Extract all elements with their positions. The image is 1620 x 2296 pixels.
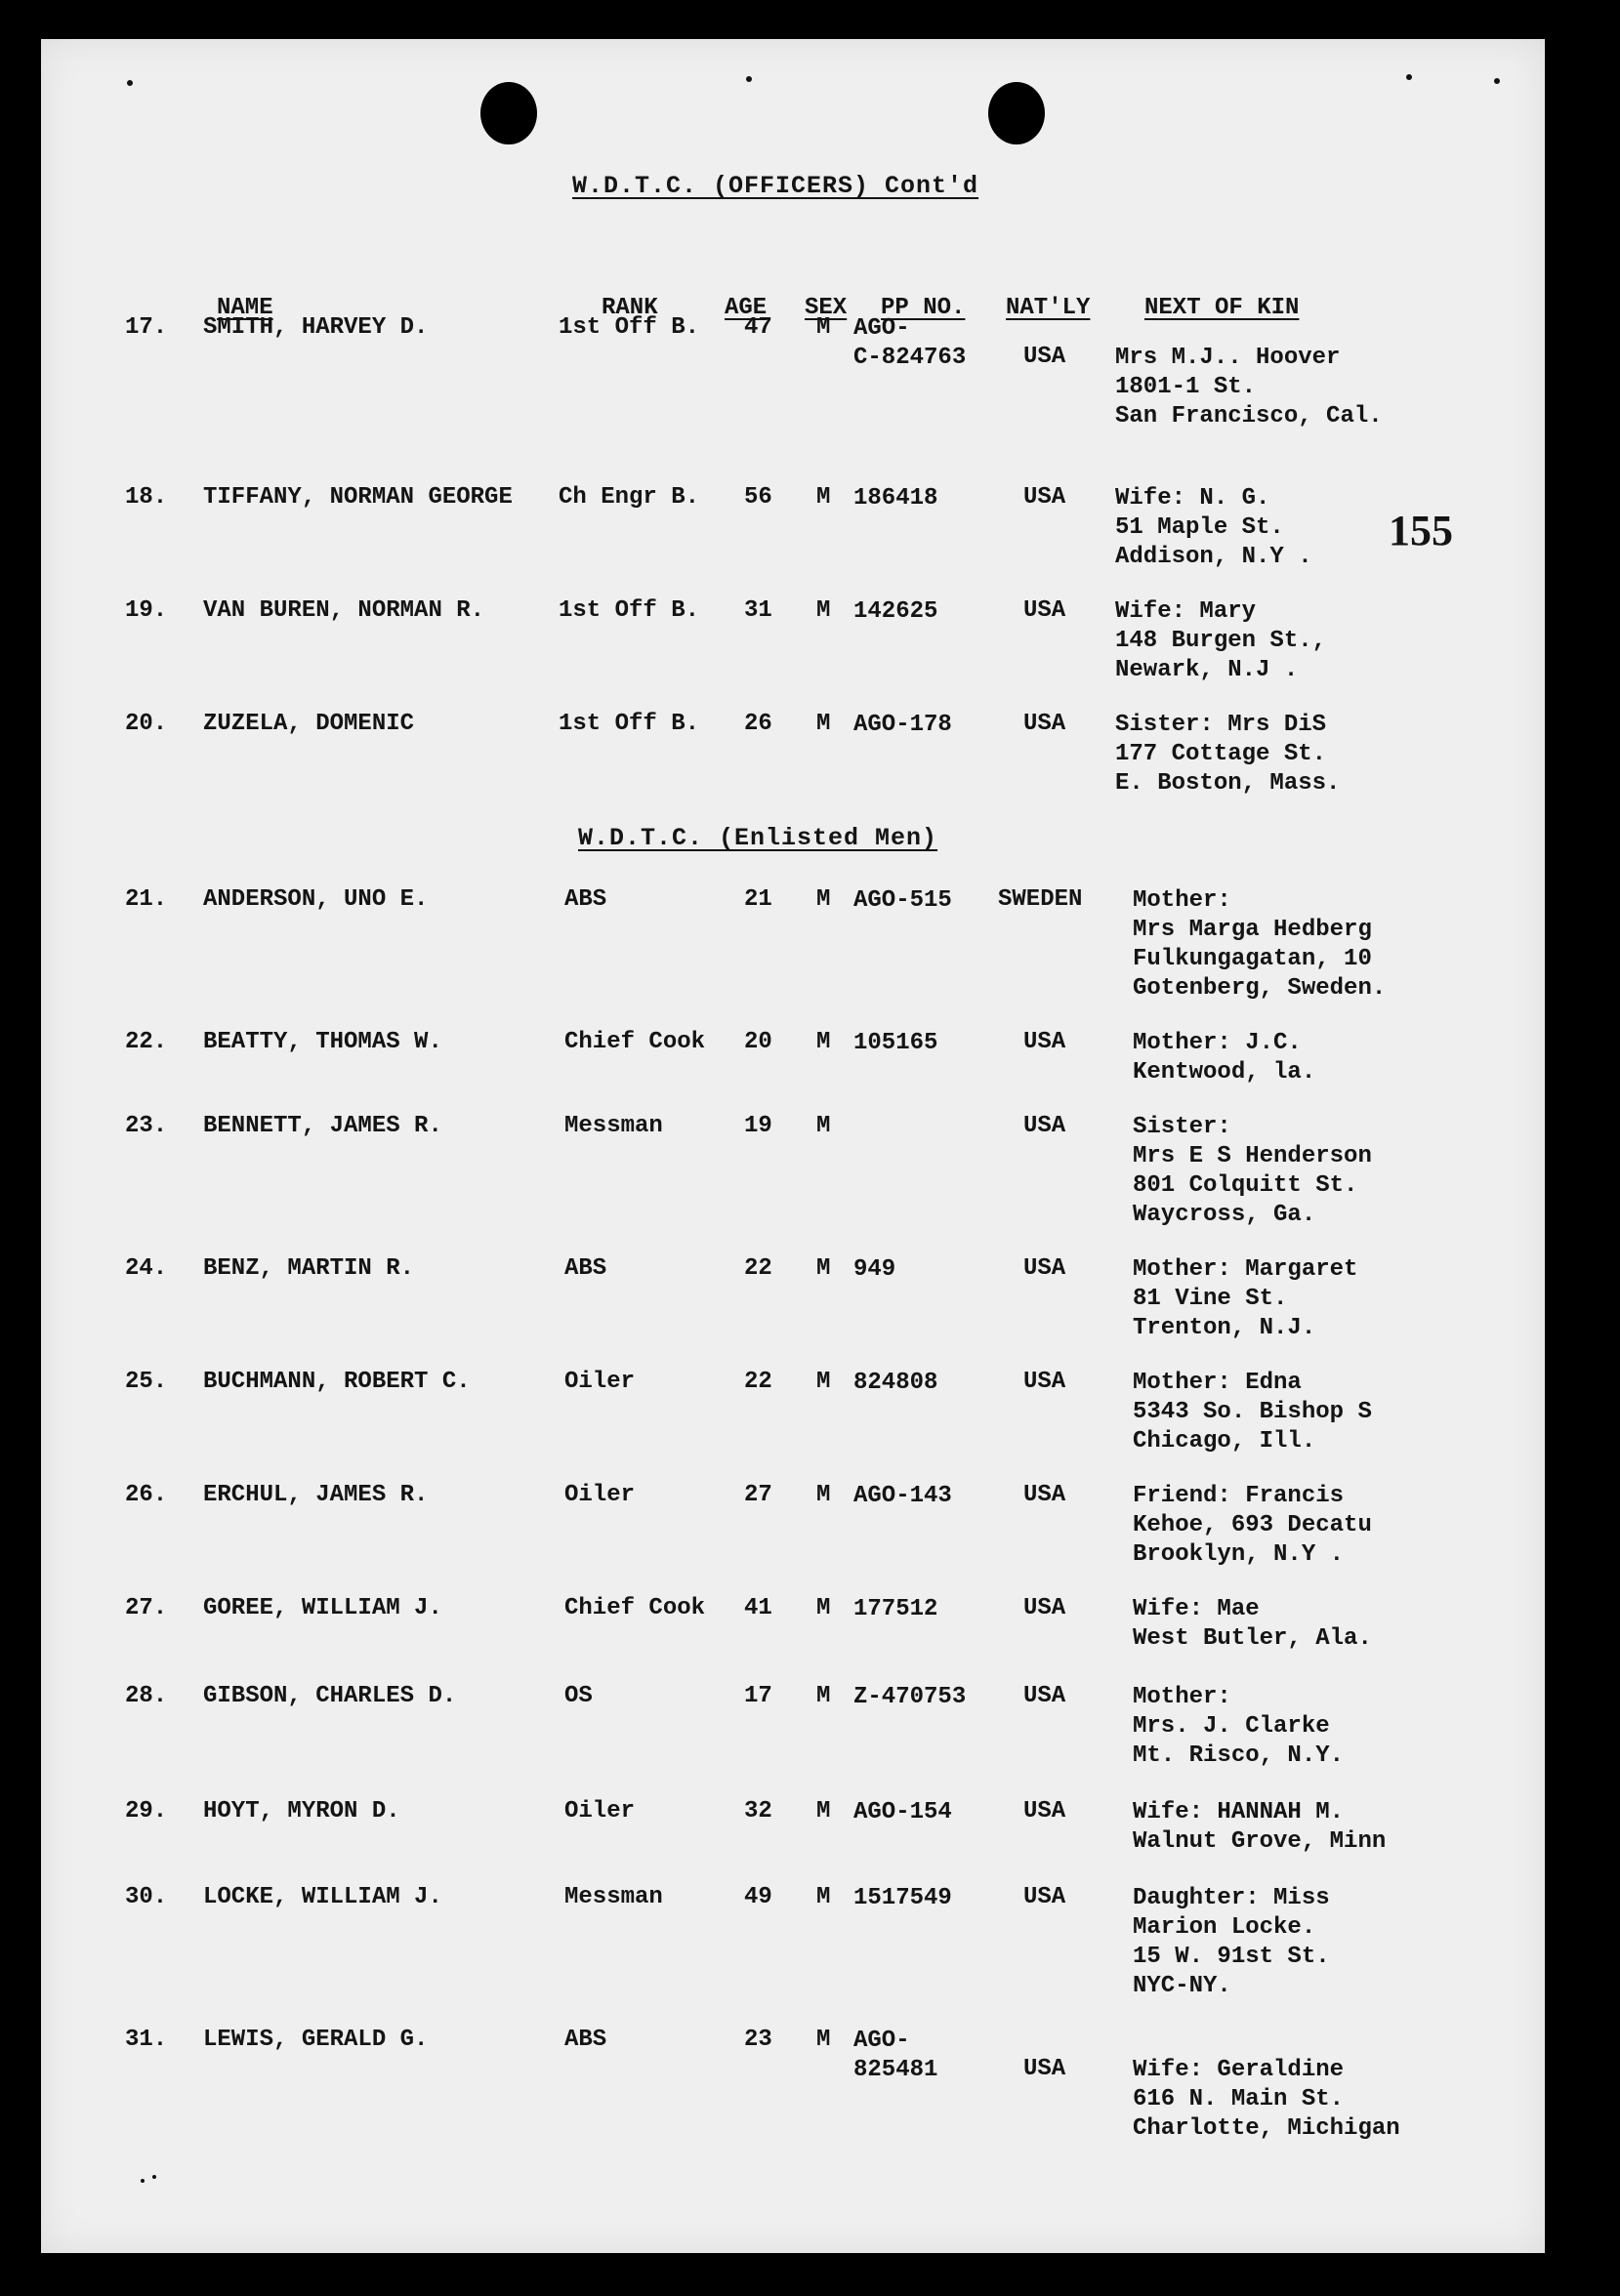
entry-rank: Chief Cook — [564, 1595, 706, 1621]
kin-line: Kehoe, 693 Decatu — [1133, 1512, 1372, 1538]
kin-line: Chicago, Ill. — [1133, 1428, 1316, 1455]
kin-line: West Butler, Ala. — [1133, 1625, 1372, 1652]
entry-next-of-kin — [1133, 1029, 1315, 1087]
entry-number: 22. — [125, 1029, 168, 1055]
entry-name: BEATTY, THOMAS W. — [203, 1029, 442, 1055]
kin-line: Wife: Mae — [1133, 1596, 1260, 1622]
entry-age: 17 — [744, 1683, 772, 1709]
entry-name: BENZ, MARTIN R. — [203, 1255, 415, 1282]
entry-pp-number — [853, 1255, 895, 1285]
entry-age: 32 — [744, 1798, 772, 1824]
pp-line: AGO-515 — [853, 887, 952, 914]
entry-nationality: USA — [1023, 1482, 1066, 1508]
kin-line: Mrs M.J.. Hoover — [1115, 345, 1341, 371]
kin-line: Trenton, N.J. — [1133, 1315, 1316, 1341]
kin-line: Wife: N. G. — [1115, 485, 1270, 512]
kin-line: 616 N. Main St. — [1133, 2086, 1345, 2112]
entry-nationality: USA — [1023, 1029, 1066, 1055]
entry-nationality: USA — [1023, 484, 1066, 511]
speck — [127, 80, 133, 86]
entry-next-of-kin — [1133, 1482, 1372, 1570]
entry-pp-number — [853, 886, 952, 916]
entry-number: 23. — [125, 1113, 168, 1139]
entry-number: 29. — [125, 1798, 168, 1824]
entry-pp-number — [853, 1798, 952, 1827]
entry-rank: Oiler — [564, 1798, 636, 1824]
entry-number: 25. — [125, 1369, 168, 1395]
kin-line: Mrs E S Henderson — [1133, 1143, 1372, 1169]
entry-nationality: USA — [1023, 597, 1066, 624]
entry-pp-number — [853, 1884, 952, 1913]
header-name: NAME — [217, 295, 273, 321]
entry-rank: Oiler — [564, 1482, 636, 1508]
entry-name: ANDERSON, UNO E. — [203, 886, 429, 913]
entry-sex: M — [816, 484, 831, 511]
entry-pp-number — [853, 2027, 937, 2085]
entry-name: BUCHMANN, ROBERT C. — [203, 1369, 471, 1395]
entry-next-of-kin — [1115, 597, 1326, 685]
entry-nationality: USA — [1023, 1595, 1066, 1621]
entry-rank: Messman — [564, 1884, 663, 1910]
speck — [152, 2175, 156, 2179]
entry-pp-number — [853, 711, 952, 740]
entry-sex: M — [816, 1369, 831, 1395]
pp-line: C-824763 — [853, 345, 967, 371]
entry-number: 17. — [125, 314, 168, 341]
entry-name: ZUZELA, DOMENIC — [203, 711, 415, 737]
entry-next-of-kin — [1133, 1113, 1372, 1230]
entry-rank: Ch Engr B. — [559, 484, 700, 511]
kin-line: Gotenberg, Sweden. — [1133, 975, 1387, 1002]
kin-line: Wife: Mary — [1115, 598, 1257, 625]
kin-line: Wife: Geraldine — [1133, 2057, 1345, 2083]
punch-hole-right — [988, 82, 1045, 144]
pp-line: 177512 — [853, 1596, 938, 1622]
entry-sex: M — [816, 1482, 831, 1508]
kin-line: Mother: Margaret — [1133, 1256, 1358, 1283]
speck — [746, 76, 752, 82]
entry-sex: M — [816, 1884, 831, 1910]
kin-line: Sister: — [1133, 1114, 1231, 1140]
entry-next-of-kin — [1133, 1255, 1357, 1343]
kin-line: 81 Vine St. — [1133, 1286, 1288, 1312]
entry-age: 19 — [744, 1113, 772, 1139]
kin-line: Friend: Francis — [1133, 1483, 1345, 1509]
header-pp-no: PP NO. — [881, 295, 966, 321]
entry-nationality: USA — [1023, 1884, 1066, 1910]
entry-nationality: SWEDEN — [998, 886, 1083, 913]
entry-sex: M — [816, 597, 831, 624]
entry-name: VAN BUREN, NORMAN R. — [203, 597, 485, 624]
kin-line: Newark, N.J . — [1115, 657, 1299, 683]
entry-number: 24. — [125, 1255, 168, 1282]
entry-number: 27. — [125, 1595, 168, 1621]
entry-name: LOCKE, WILLIAM J. — [203, 1884, 442, 1910]
officers-section-title: W.D.T.C. (OFFICERS) Cont'd — [572, 172, 979, 200]
entry-name: GIBSON, CHARLES D. — [203, 1683, 457, 1709]
entry-next-of-kin — [1115, 484, 1312, 572]
entry-rank: OS — [564, 1683, 593, 1709]
entry-name: SMITH, HARVEY D. — [203, 314, 429, 341]
entry-sex: M — [816, 2027, 831, 2053]
header-nationality: NAT'LY — [1006, 295, 1091, 321]
speck — [1494, 78, 1500, 84]
entry-rank: 1st Off B. — [559, 711, 700, 737]
entry-pp-number — [853, 1029, 937, 1058]
entry-age: 47 — [744, 314, 772, 341]
kin-line: Addison, N.Y . — [1115, 544, 1312, 570]
kin-line: 177 Cottage St. — [1115, 741, 1327, 767]
entry-pp-number — [853, 484, 937, 513]
entry-name: GOREE, WILLIAM J. — [203, 1595, 442, 1621]
entry-sex: M — [816, 1798, 831, 1824]
entry-age: 41 — [744, 1595, 772, 1621]
entry-next-of-kin — [1133, 1683, 1344, 1771]
entry-number: 19. — [125, 597, 168, 624]
kin-line: San Francisco, Cal. — [1115, 403, 1383, 430]
pp-line: 142625 — [853, 598, 938, 625]
entry-sex: M — [816, 314, 831, 341]
header-sex: SEX — [805, 295, 848, 321]
kin-line: 5343 So. Bishop S — [1133, 1399, 1372, 1425]
entry-pp-number — [853, 1683, 966, 1712]
entry-rank: Chief Cook — [564, 1029, 706, 1055]
entry-number: 30. — [125, 1884, 168, 1910]
entry-number: 18. — [125, 484, 168, 511]
entry-nationality: USA — [1023, 1683, 1066, 1709]
speck — [1406, 74, 1412, 80]
kin-line: NYC-NY. — [1133, 1973, 1231, 1999]
entry-next-of-kin — [1133, 1595, 1372, 1654]
pp-line: 824808 — [853, 1370, 938, 1396]
kin-line: Charlotte, Michigan — [1133, 2115, 1400, 2142]
entry-nationality: USA — [1023, 1798, 1066, 1824]
entry-sex: M — [816, 1029, 831, 1055]
header-age: AGE — [725, 295, 768, 321]
kin-line: Sister: Mrs DiS — [1115, 712, 1327, 738]
document-page — [41, 39, 1545, 2253]
kin-line: Walnut Grove, Minn — [1133, 1828, 1387, 1855]
pp-line: 825481 — [853, 2057, 938, 2083]
entry-pp-number — [853, 314, 966, 373]
kin-line: Mrs Marga Hedberg — [1133, 917, 1372, 943]
entry-nationality: USA — [1023, 1113, 1066, 1139]
pp-line: AGO-154 — [853, 1799, 952, 1825]
entry-age: 22 — [744, 1255, 772, 1282]
header-rank: RANK — [602, 295, 658, 321]
pp-line: AGO- — [853, 2028, 910, 2054]
speck — [141, 2179, 145, 2183]
entry-age: 20 — [744, 1029, 772, 1055]
entry-age: 31 — [744, 597, 772, 624]
entry-sex: M — [816, 1683, 831, 1709]
kin-line: 51 Maple St. — [1115, 514, 1284, 541]
entry-sex: M — [816, 1595, 831, 1621]
entry-pp-number — [853, 1369, 937, 1398]
kin-line: 148 Burgen St., — [1115, 628, 1327, 654]
entry-name: HOYT, MYRON D. — [203, 1798, 400, 1824]
punch-hole-left — [480, 82, 537, 144]
kin-line: Mother: — [1133, 887, 1231, 914]
entry-age: 56 — [744, 484, 772, 511]
entry-rank: ABS — [564, 2027, 607, 2053]
entry-pp-number — [853, 597, 937, 627]
entry-rank: ABS — [564, 1255, 607, 1282]
entry-name: LEWIS, GERALD G. — [203, 2027, 429, 2053]
kin-line: 1801-1 St. — [1115, 374, 1257, 400]
kin-line: 15 W. 91st St. — [1133, 1944, 1330, 1970]
pp-line: 186418 — [853, 485, 938, 512]
entry-pp-number — [853, 1482, 952, 1511]
entry-age: 21 — [744, 886, 772, 913]
entry-number: 20. — [125, 711, 168, 737]
entry-age: 49 — [744, 1884, 772, 1910]
kin-line: Mother: J.C. — [1133, 1030, 1302, 1056]
kin-line: Marion Locke. — [1133, 1914, 1316, 1941]
pp-line: AGO-143 — [853, 1483, 952, 1509]
kin-line: E. Boston, Mass. — [1115, 770, 1341, 797]
enlisted-section-title: W.D.T.C. (Enlisted Men) — [578, 824, 938, 852]
entry-age: 27 — [744, 1482, 772, 1508]
entry-nationality: USA — [1023, 711, 1066, 737]
pp-line: AGO- — [853, 315, 910, 342]
entry-sex: M — [816, 1113, 831, 1139]
kin-line: Fulkungagatan, 10 — [1133, 946, 1372, 972]
entry-number: 28. — [125, 1683, 168, 1709]
entry-next-of-kin — [1115, 711, 1340, 799]
pp-line: 1517549 — [853, 1885, 952, 1911]
entry-sex: M — [816, 1255, 831, 1282]
entry-sex: M — [816, 886, 831, 913]
kin-line: Mt. Risco, N.Y. — [1133, 1742, 1345, 1769]
entry-name: BENNETT, JAMES R. — [203, 1113, 442, 1139]
entry-age: 23 — [744, 2027, 772, 2053]
entry-next-of-kin — [1133, 1884, 1330, 2001]
entry-nationality: USA — [1023, 344, 1066, 370]
entry-number: 26. — [125, 1482, 168, 1508]
entry-next-of-kin — [1133, 1369, 1372, 1456]
kin-line: Mother: Edna — [1133, 1370, 1302, 1396]
entry-name: TIFFANY, NORMAN GEORGE — [203, 484, 513, 511]
entry-nationality: USA — [1023, 1369, 1066, 1395]
header-next-of-kin: NEXT OF KIN — [1144, 295, 1300, 321]
kin-line: Brooklyn, N.Y . — [1133, 1541, 1345, 1568]
entry-nationality: USA — [1023, 2056, 1066, 2082]
entry-age: 22 — [744, 1369, 772, 1395]
entry-nationality: USA — [1023, 1255, 1066, 1282]
entry-next-of-kin — [1133, 886, 1386, 1004]
kin-line: Daughter: Miss — [1133, 1885, 1330, 1911]
entry-next-of-kin — [1133, 2056, 1400, 2144]
entry-next-of-kin — [1133, 1798, 1386, 1857]
pp-line: 949 — [853, 1256, 896, 1283]
entry-number: 31. — [125, 2027, 168, 2053]
entry-rank: 1st Off B. — [559, 597, 700, 624]
entry-rank: 1st Off B. — [559, 314, 700, 341]
entry-rank: ABS — [564, 886, 607, 913]
entry-next-of-kin — [1115, 344, 1383, 431]
pp-line: 105165 — [853, 1030, 938, 1056]
kin-line: 801 Colquitt St. — [1133, 1172, 1358, 1199]
entry-number: 21. — [125, 886, 168, 913]
kin-line: Wife: HANNAH M. — [1133, 1799, 1345, 1825]
pp-line: AGO-178 — [853, 712, 952, 738]
entry-rank: Oiler — [564, 1369, 636, 1395]
kin-line: Mother: — [1133, 1684, 1231, 1710]
kin-line: Mrs. J. Clarke — [1133, 1713, 1330, 1740]
entry-age: 26 — [744, 711, 772, 737]
kin-line: Kentwood, la. — [1133, 1059, 1316, 1086]
entry-rank: Messman — [564, 1113, 663, 1139]
pp-line: Z-470753 — [853, 1684, 967, 1710]
page-number: 155 — [1389, 507, 1453, 554]
kin-line: Waycross, Ga. — [1133, 1202, 1316, 1228]
entry-pp-number — [853, 1595, 937, 1624]
entry-sex: M — [816, 711, 831, 737]
entry-name: ERCHUL, JAMES R. — [203, 1482, 429, 1508]
